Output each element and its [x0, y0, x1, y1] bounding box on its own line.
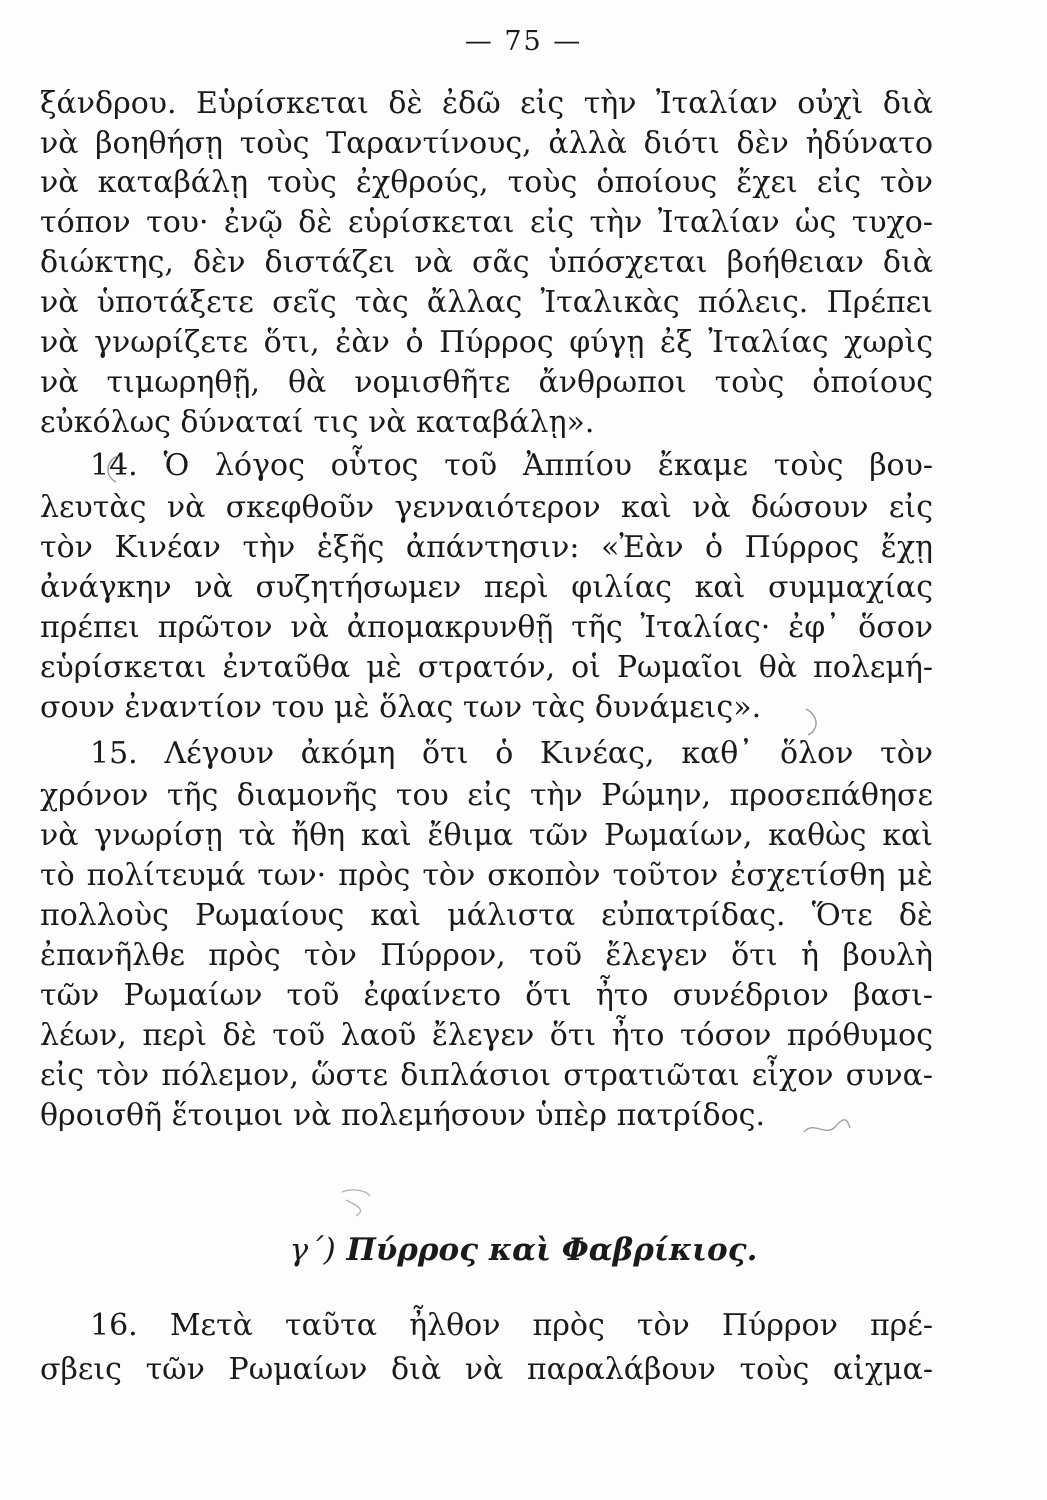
- text-line: νὰ γνωρίσῃ τὰ ἤθη καὶ ἔθιμα τῶν Ρωμαίων, καθὼς καὶ: [40, 818, 933, 853]
- text-line: χρόνον τῆς διαμονῆς του εἰς τὴν Ρώμην, προσεπάθησε: [40, 778, 933, 813]
- text-line: λέων, περὶ δὲ τοῦ λαοῦ ἔλεγεν ὅτι ἦτο τόσον πρόθυμος: [40, 1018, 933, 1053]
- text-line: εὑρίσκεται ἐνταῦθα μὲ στρατόν, οἱ Ρωμαῖοι θὰ πολεμή-: [40, 650, 933, 685]
- text-line: ξάνδρου. Εὑρίσκεται δὲ ἐδῶ εἰς τὴν Ἰταλίαν οὐχὶ διὰ: [40, 86, 933, 121]
- paragraph-14-start: 14. Ὁ λόγος οὗτος τοῦ Ἀππίου ἔκαμε τοὺς βου-: [90, 448, 933, 483]
- text-line: σβεις τῶν Ρωμαίων διὰ νὰ παραλάβουν τοὺς αἰχμα-: [40, 1352, 933, 1387]
- text-line: νὰ ὑποτάξετε σεῖς τὰς ἄλλας Ἰταλικὰς πόλεις. Πρέπει: [40, 285, 933, 320]
- section-heading: [0, 1228, 1047, 1272]
- text-line: ἀνάγκην νὰ συζητήσωμεν περὶ φιλίας καὶ συμμαχίας: [40, 570, 933, 605]
- paragraph-16-start: 16. Μετὰ ταῦτα ἦλθον πρὸς τὸν Πύρρον πρέ-: [90, 1308, 933, 1343]
- paragraph-15-start: 15. Λέγουν ἀκόμη ὅτι ὁ Κινέας, καθ᾽ ὅλον τὸν: [90, 736, 933, 771]
- text-line: ἐπανῆλθε πρὸς τὸν Πύρρον, τοῦ ἔλεγεν ὅτι ἡ βουλὴ: [40, 938, 933, 973]
- section-prefix: γ΄): [289, 1232, 336, 1268]
- text-line: τῶν Ρωμαίων τοῦ ἐφαίνετο ὅτι ἦτο συνέδριον βασι-: [40, 978, 933, 1013]
- text-line: σουν ἐναντίον του μὲ ὅλας των τὰς δυνάμεις».: [40, 690, 762, 725]
- text-line: νὰ βοηθήσῃ τοὺς Ταραντίνους, ἀλλὰ διότι δὲν ἠδύνατο: [40, 126, 933, 161]
- text-line: διώκτης, δὲν διστάζει νὰ σᾶς ὑπόσχεται βοήθειαν διὰ: [40, 245, 933, 280]
- page-number: — 75 —: [464, 26, 583, 57]
- text-line: τόπον του· ἐνῷ δὲ εὑρίσκεται εἰς τὴν Ἰταλίαν ὡς τυχο-: [40, 205, 933, 240]
- text-line: εὐκόλως δύναταί τις νὰ καταβάλῃ».: [40, 405, 595, 440]
- section-title: Πύρρος καὶ Φαβρίκιος.: [346, 1232, 758, 1268]
- text-line: λευτὰς νὰ σκεφθοῦν γενναιότερον καὶ νὰ δώσουν εἰς: [40, 490, 933, 525]
- text-line: τὸ πολίτευμά των· πρὸς τὸν σκοπὸν τοῦτον ἐσχετίσθη μὲ: [40, 858, 933, 893]
- text-line: τὸν Κινέαν τὴν ἑξῆς ἀπάντησιν: «Ἐὰν ὁ Πύρρος ἔχῃ: [40, 530, 933, 565]
- text-line: πολλοὺς Ρωμαίους καὶ μάλιστα εὐπατρίδας. Ὅτε δὲ: [40, 898, 933, 933]
- text-line: εἰς τὸν πόλεμον, ὥστε διπλάσιοι στρατιῶται εἶχον συνα-: [40, 1058, 933, 1093]
- text-line: νὰ καταβάλῃ τοὺς ἐχθρούς, τοὺς ὁποίους ἔχει εἰς τὸν: [40, 165, 933, 200]
- text-line: θροισθῆ ἕτοιμοι νὰ πολεμήσουν ὑπὲρ πατρίδος.: [40, 1098, 765, 1133]
- text-line: πρέπει πρῶτον νὰ ἀπομακρυνθῇ τῆς Ἰταλίας· ἐφ᾽ ὅσον: [40, 610, 933, 645]
- text-line: νὰ τιμωρηθῇ, θὰ νομισθῆτε ἄνθρωποι τοὺς ὁποίους: [40, 365, 933, 400]
- text-line: νὰ γνωρίζετε ὅτι, ἐὰν ὁ Πύρρος φύγῃ ἐξ Ἰταλίας χωρὶς: [40, 325, 933, 360]
- pencil-scribble-mark: [336, 1186, 376, 1220]
